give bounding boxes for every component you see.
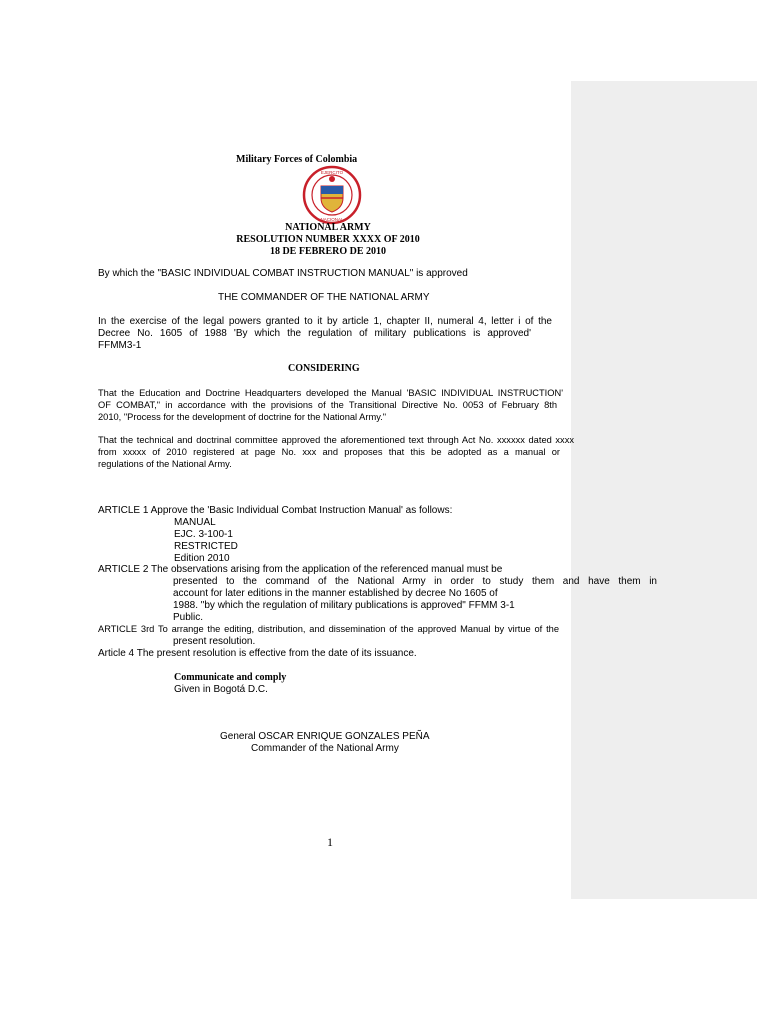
resolution-heading: RESOLUTION NUMBER XXXX OF 2010 bbox=[236, 234, 420, 245]
article-1-manual: MANUAL bbox=[174, 517, 216, 528]
article-1: ARTICLE 1 Approve the 'Basic Individual Combat Instruction Manual' as follows: bbox=[98, 505, 453, 516]
forces-heading: Military Forces of Colombia bbox=[236, 154, 358, 165]
army-heading: NATIONAL ARMY bbox=[285, 222, 371, 233]
article-1-code: EJC. 3-100-1 bbox=[174, 529, 233, 540]
article-3-line-2: present resolution. bbox=[173, 636, 256, 647]
considering-p2-line-3: regulations of the National Army. bbox=[98, 459, 232, 469]
comment-pane bbox=[571, 81, 757, 899]
considering-heading: CONSIDERING bbox=[288, 363, 360, 374]
article-3-line-1: ARTICLE 3rd To arrange the editing, distribution, and dissemination of the approved Manual by virtue of the bbox=[98, 624, 559, 634]
seal-top-text: EJERCITO bbox=[320, 170, 344, 175]
considering-p1-line-1: That the Education and Doctrine Headquarters developed the Manual 'BASIC INDIVIDUAL INSTRUCTION' bbox=[98, 388, 563, 398]
page-number: 1 bbox=[327, 835, 333, 849]
army-seal bbox=[302, 165, 362, 225]
signer-name: General OSCAR ENRIQUE GONZALES PEÑA bbox=[220, 731, 430, 742]
article-1-classification: RESTRICTED bbox=[174, 541, 238, 552]
article-2-line-3: account for later editions in the manner established by decree No 1605 of bbox=[173, 588, 498, 599]
considering-p1-line-2: OF COMBAT," in accordance with the provisions of the Transitional Directive No. 0053 of February 8th bbox=[98, 400, 557, 410]
powers-line-2: Decree No. 1605 of 1988 'By which the regulation of military publications is approved' bbox=[98, 328, 531, 339]
communicate-line: Communicate and comply bbox=[174, 672, 287, 683]
article-1-edition: Edition 2010 bbox=[174, 553, 230, 564]
article-2-line-2: presented to the command of the National Army in order to study them and have them in bbox=[173, 576, 657, 587]
powers-line-3: FFMM3-1 bbox=[98, 340, 142, 351]
approval-line: By which the "BASIC INDIVIDUAL COMBAT INSTRUCTION MANUAL" is approved bbox=[98, 268, 468, 279]
commander-heading: THE COMMANDER OF THE NATIONAL ARMY bbox=[218, 292, 430, 303]
article-4: Article 4 The present resolution is effective from the date of its issuance. bbox=[98, 648, 417, 659]
article-2-line-4: 1988. "by which the regulation of military publications is approved" FFMM 3-1 bbox=[173, 600, 515, 611]
article-2-line-5: Public. bbox=[173, 612, 204, 623]
powers-line-1: In the exercise of the legal powers granted to it by article 1, chapter II, numeral 4, letter i of the bbox=[98, 316, 552, 327]
seal-bottom-text: NACIONAL bbox=[320, 217, 344, 222]
considering-p1-line-3: 2010, "Process for the development of doctrine for the National Army." bbox=[98, 412, 387, 422]
considering-p2-line-1: That the technical and doctrinal committee approved the aforementioned text through Act No. xxxxxx dated xxxx bbox=[98, 435, 574, 445]
article-2-line-1: ARTICLE 2 The observations arising from the application of the referenced manual must be bbox=[98, 564, 503, 575]
considering-p2-line-2: from xxxxx of 2010 registered at page No. xxx and proposes that this be adopted as a manual or bbox=[98, 447, 560, 457]
date-heading: 18 DE FEBRERO DE 2010 bbox=[269, 246, 387, 257]
signer-title: Commander of the National Army bbox=[251, 743, 399, 754]
given-line: Given in Bogotá D.C. bbox=[174, 684, 268, 695]
